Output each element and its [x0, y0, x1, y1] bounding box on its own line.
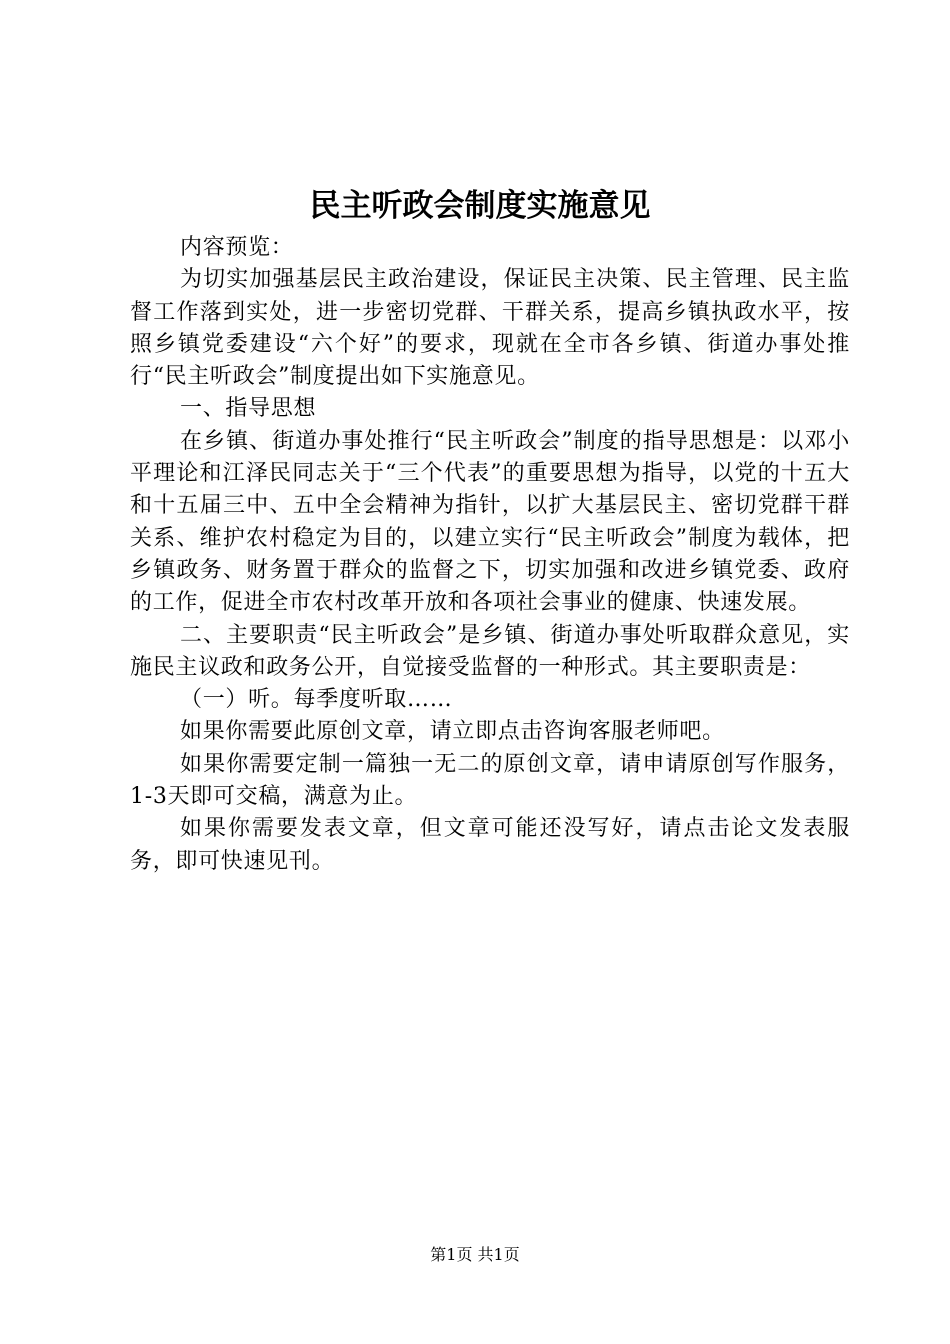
page-number-footer: 第1页 共1页 [430, 1245, 520, 1264]
document-body [130, 232, 850, 878]
paragraph-preview-label: 内容预览： [180, 235, 294, 260]
paragraph-consult-service[interactable]: 如果你需要此原创文章，请立即点击咨询客服老师吧。 [180, 719, 725, 745]
heading-guiding-thought: 一、指导思想 [180, 396, 317, 422]
document-title: 民主听政会制度实施意见 [309, 188, 651, 224]
paragraph-guiding-thought: 在乡镇、街道办事处推行“民主听政会”制度的指导思想是：以邓小平理论和江泽民同志关于“三个代表”的重要思想为指导，以党的十五大和十五届三中、五中全会精神为指针，以扩大基层民主、密切党群干群关系、维护农村稳定为目的，以建立实行“民主听政会”制度为载体，把乡镇政务、财务置于群众的监督之下，切实加强和改进乡镇党委、政府的工作，促进全市农村改革开放和各项社会事业的健康、快速发展。 [130, 428, 850, 616]
paragraph-intro: 为切实加强基层民主政治建设，保证民主决策、民主管理、民主监督工作落到实处，进一步密切党群、干群关系，提高乡镇执政水平，按照乡镇党委建设“六个好”的要求，现就在全市各乡镇、街道办事处推行“民主听政会”制度提出如下实施意见。 [130, 267, 850, 390]
paragraph-custom-writing[interactable]: 如果你需要定制一篇独一无二的原创文章，请申请原创写作服务，1-3天即可交稿，满意为止。 [130, 751, 850, 810]
paragraph-main-duties: 二、主要职责“民主听政会”是乡镇、街道办事处听取群众意见，实施民主议政和政务公开，自觉接受监督的一种形式。其主要职责是： [130, 622, 850, 680]
paragraph-publish-service[interactable]: 如果你需要发表文章，但文章可能还没写好，请点击论文发表服务，即可快速见刊。 [130, 816, 850, 874]
paragraph-listen: （一）听。每季度听取…… [180, 687, 453, 713]
